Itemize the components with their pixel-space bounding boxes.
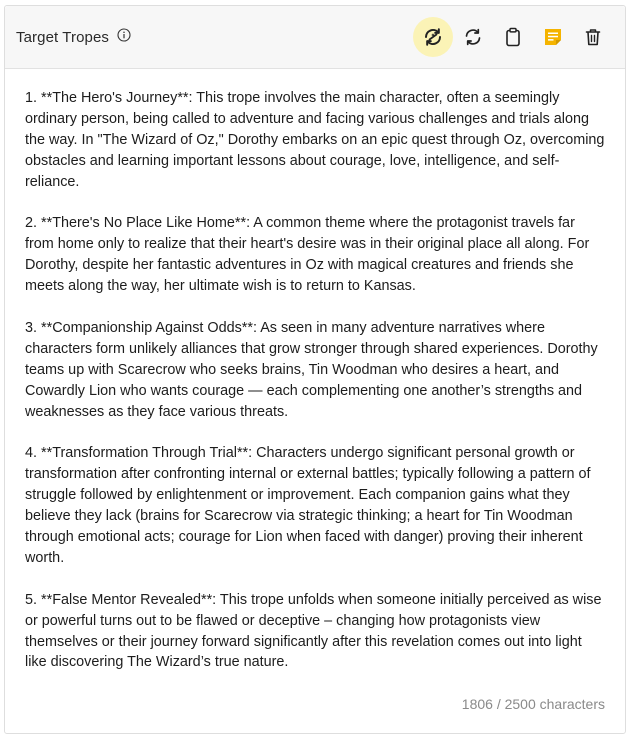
trash-icon	[584, 27, 602, 47]
sync-icon	[463, 27, 483, 47]
clipboard-icon	[504, 27, 522, 47]
panel-header	[5, 6, 625, 69]
target-tropes-panel	[4, 5, 626, 734]
toolbar	[413, 17, 613, 57]
character-counter: 1806 / 2500 characters	[461, 696, 605, 712]
regenerate-button[interactable]	[453, 17, 493, 57]
magic-refresh-icon	[422, 26, 444, 48]
trope-paragraph: 5. **False Mentor Revealed**: This trope unfolds when someone initially perceived as wise or powerful turns out to be flawed or deceptive – changing how protagonists view themselves or their journey forward significantly after this revelation comes out into light like discovering The Wizard’s true nature.	[25, 591, 602, 671]
trope-paragraph: 1. **The Hero's Journey**: This trope involves the main character, often a seemingly ordinary person, being called to adventure and facing various challenges and trials along the way. In "The Wizard of Oz," Dorothy embarks on an epic quest through Oz, overcoming obstacles and learning important lessons about courage, love, intelligence, and self-reliance.	[25, 90, 605, 190]
notes-icon	[543, 27, 563, 47]
trope-paragraph: 2. **There's No Place Like Home**: A common theme where the protagonist travels far from home only to realize that their heart's desire was in their original place all along. For Dorothy, despite her fantastic adventures in Oz with magical creatures and friends she meets along the way, her ultimate wish is to return to Kansas.	[25, 215, 590, 295]
notes-button[interactable]	[533, 17, 573, 57]
delete-button[interactable]	[573, 17, 613, 57]
tropes-text-area[interactable]	[5, 69, 625, 673]
trope-paragraph: 4. **Transformation Through Trial**: Characters undergo significant personal growth or transformation after confronting internal or external battles; typically following a pattern of struggle followed by enlightenment or improvement. Each companion gains what they believe they lack (brains for Scarecrow via strategic thinking; a heart for Tin Woodman through emotional acts; courage for Lion when faced with danger) proving their inherent worth.	[25, 445, 591, 566]
info-icon[interactable]	[117, 28, 131, 42]
panel-title: Target Tropes	[16, 28, 110, 46]
generate-button[interactable]	[413, 17, 453, 57]
trope-paragraph: 3. **Companionship Against Odds**: As seen in many adventure narratives where characters form unlikely alliances that grow stronger through shared experiences. Dorothy teams up with Scarecrow who seeks brains, Tin Woodman who desires a heart, and Cowardly Lion who wants courage — each complementing one another’s strengths and weaknesses as they face various threats.	[25, 319, 598, 420]
copy-button[interactable]	[493, 17, 533, 57]
